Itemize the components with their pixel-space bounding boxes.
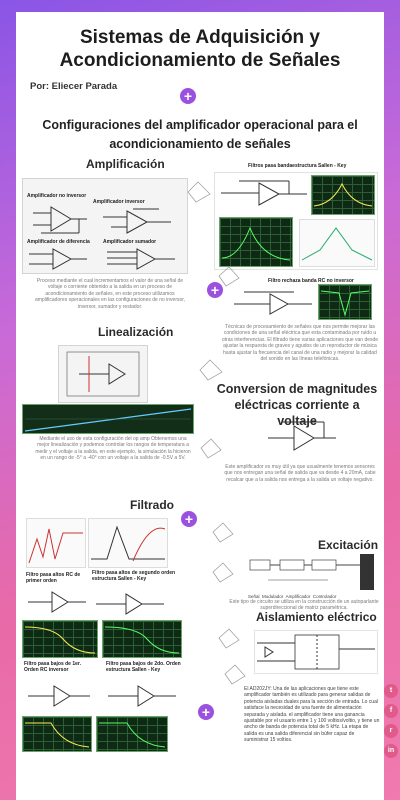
- linearization-plot: [22, 404, 194, 434]
- label-senal: Señal: [248, 594, 260, 599]
- expand-plus-button-3[interactable]: +: [181, 511, 197, 527]
- highpass-rc-schematic: [28, 588, 88, 616]
- notch-schematic: [234, 288, 314, 320]
- amplifier-diagrams-panel: [22, 178, 188, 274]
- ad202-schematic-panel: [254, 630, 378, 674]
- page-title: Sistemas de Adquisición y Acondicionamiento de Señales: [59, 27, 341, 71]
- current-to-voltage-schematic: [268, 418, 338, 460]
- caption-pasa-banda: Filtros pasa bandaestructura Sallen - Key: [248, 163, 347, 169]
- conversion-text: Este amplificador es muy útil ya que usualmente tenemos sensores que nos entregan una señal de salida que va desde 4 a 20mA, cabe recalcar que a la salida nos entrega a la salida un voltaje negativo.: [224, 464, 376, 483]
- ad202-schematic: [255, 631, 377, 673]
- caption-no-inversor: Amplificador no inversor: [27, 193, 87, 199]
- highpass-rc-response: [26, 518, 86, 568]
- facebook-icon[interactable]: f: [384, 704, 398, 718]
- linearization-circuit: [58, 345, 148, 403]
- section-title-amplificacion: Amplificación: [86, 157, 165, 171]
- excitacion-text: Este tipo de circuito se utiliza en la construcción de un autoparlante superdireccional de matriz paramétrica.: [229, 599, 379, 612]
- section-title-linealizacion: Linealización: [98, 325, 174, 339]
- decorative-doodle-7: [216, 626, 244, 652]
- expand-plus-button-4[interactable]: +: [198, 704, 214, 720]
- lowpass-rc-scope-2: [22, 716, 92, 752]
- notch-scope: [318, 284, 372, 320]
- zoom-plus-button[interactable]: +: [180, 88, 196, 104]
- inverting-schematic: [103, 207, 173, 237]
- summing-schematic: [107, 245, 177, 273]
- bandpass-schematic: [219, 177, 309, 211]
- section-title-aislamiento: Aislamiento eléctrico: [256, 610, 377, 624]
- caption-sumador: Amplificador sumador: [103, 239, 157, 245]
- bandpass-panel: [214, 172, 378, 270]
- presentation-canvas: [16, 12, 384, 800]
- decorative-doodle-5: [210, 520, 238, 546]
- decorative-doodle-3: [196, 356, 226, 384]
- caption-pasa-bajos-sk: Filtro pasa bajos de 2do. Orden estructura Sallen - Key: [106, 661, 181, 673]
- amplificacion-text: Proceso mediante el cual incrementamos el valor de una señal de voltaje o corriente obtenido a la salida en un proceso de acondicionamiento de señales, en este proceso utilizamos amplificadores operacionales en las configuraciones de no inversor, inversor, sumador y restador.: [34, 278, 186, 310]
- caption-rechaza-banda: Filtro rechaza banda RC no inversor: [268, 278, 354, 284]
- lowpass-sk-scope: [102, 620, 182, 658]
- filtrado-intro-text: Técnicas de procesamiento de señales que nos permite mejorar las condiciones de una señal eléctrica que esta contaminada por ruido u otras interferencias. El filtrado tiene varias aplicaciones que van desde ajustar la respuesta de graves y agudos de un reproductor de música hasta ajustar la frecuencia del canal de una radio y mejorar la calidad del sonido en las líneas telefónicas.: [221, 324, 379, 363]
- bandpass-response: [299, 219, 375, 267]
- highpass-sk-response: [88, 518, 168, 568]
- reddit-icon[interactable]: r: [384, 724, 398, 738]
- section-title-filtrado: Filtrado: [130, 498, 174, 512]
- expand-plus-button-2[interactable]: +: [207, 282, 223, 298]
- lowpass-sk-schematic: [108, 682, 178, 710]
- bandpass-scope: [311, 175, 375, 215]
- label-amplificador: Amplificador: [285, 594, 311, 599]
- excitation-block-diagram: [248, 552, 380, 594]
- lowpass-sk-scope-2: [96, 716, 168, 752]
- label-modulador: Modulador: [262, 594, 284, 599]
- non-inverting-schematic: [31, 201, 89, 237]
- linkedin-icon[interactable]: in: [384, 744, 398, 758]
- decorative-doodle-4: [198, 436, 226, 462]
- section-title-excitacion: Excitación: [318, 538, 379, 552]
- main-heading: Configuraciones del amplificador operacional para el acondicionamiento de señales: [42, 118, 358, 151]
- bandpass-scope-2: [219, 217, 293, 267]
- decorative-doodle-6: [210, 560, 238, 586]
- difference-schematic: [29, 245, 89, 273]
- caption-inversor: Amplificador inversor: [93, 199, 145, 205]
- highpass-sk-schematic: [96, 590, 166, 616]
- caption-diferencia: Amplificador de diferencia: [27, 239, 90, 245]
- lowpass-rc-schematic: [28, 682, 92, 710]
- linealizacion-text: Mediante el uso de esta configuración del op amp Obtenemos una mejor linealización y podemos controlar los rangos de temperatura a medir y el voltaje a la salida, en este ejemplo, la simulación la hicieron en un rango de -5° a -40° con un voltaje a la salida de -0.5V a 5V.: [35, 436, 191, 462]
- aislamiento-text: El AD202JY: Una de las aplicaciones que tiene este amplificador también es utilizado para generar salidas de potencia aisladas duales para la sección de entrada. Lo cual satisface la necesidad de una fuente de alimentación separada y aislada. el amplificador tiene una ganancia ajustable por el usuario entre 1 y 100 voltios/voltio, y tiene un ancho de banda de potencia total de 5 kHz. La etapa de salida es una salida diferencial sin búfer capaz de suministrar 15 voltios.: [244, 686, 380, 744]
- decorative-doodle-8: [222, 662, 250, 688]
- lowpass-rc-scope: [22, 620, 98, 658]
- label-controlador: Controlador: [312, 594, 337, 599]
- decorative-doodle-1: [184, 178, 214, 206]
- author-name: Por: Eliecer Parada: [30, 81, 118, 92]
- section-title-conversion: Conversion de magnitudes eléctricas corriente a voltaje: [216, 382, 378, 428]
- linearization-schematic: [59, 346, 147, 402]
- twitter-icon[interactable]: t: [384, 684, 398, 698]
- caption-pasa-altos-sk: Filtro pasa altos de segundo orden estructura Sallen - Key: [92, 570, 176, 582]
- caption-pasa-altos-rc: Filtro pasa altos RC de primer orden: [26, 572, 81, 584]
- caption-pasa-bajos-rc: Filtro pasa bajos de 1er. Orden RC inversor: [24, 661, 81, 673]
